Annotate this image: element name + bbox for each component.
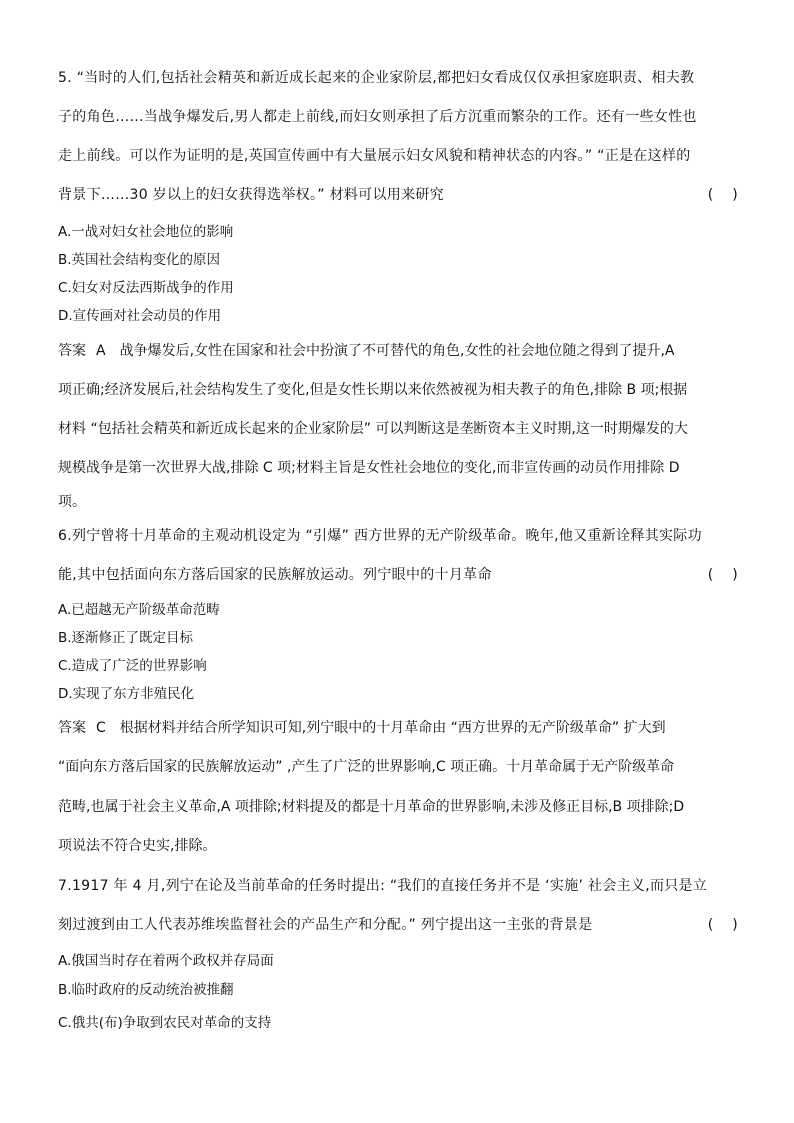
q5-option-d: D.宣传画对社会动员的作用	[58, 308, 222, 324]
q6-answer-line	[58, 718, 738, 738]
q7-option-c: C.俄共(布)争取到农民对革命的支持	[58, 1015, 272, 1031]
q6-stem-line-1: 6.列宁曾将十月革命的主观动机设定为 “引爆” 西方世界的无产阶级革命。晚年,他又重新诠释其实际功	[58, 528, 702, 544]
q6-answer-letter: C	[96, 720, 106, 736]
q6-answer-paren: ( )	[707, 567, 738, 583]
q6-stem-text: 能,其中包括面向东方落后国家的民族解放运动。列宁眼中的十月革命	[58, 567, 492, 583]
q5-answer-line	[58, 341, 738, 361]
q5-explanation-line-4: 规模战争是第一次世界大战,排除 C 项;材料主旨是女性社会地位的变化,而非宣传画的动员作用排除 D	[58, 460, 680, 476]
q7-option-a: A.俄国当时存在着两个政权并存局面	[58, 953, 274, 969]
q7-stem-line-2	[58, 915, 738, 935]
q5-answer-paren: ( )	[707, 187, 738, 203]
q6-explanation-line-4: 项说法不符合史实,排除。	[58, 838, 217, 854]
q6-explanation-line-1: 根据材料并结合所学知识可知,列宁眼中的十月革命由 “西方世界的无产阶级革命” 扩大到	[119, 720, 666, 736]
q6-explanation-line-2: “面向东方落后国家的民族解放运动” ,产生了广泛的世界影响,C 项正确。十月革命属于无产阶级革命	[58, 759, 675, 775]
q6-option-a: A.已超越无产阶级革命范畴	[58, 602, 220, 618]
q5-stem-line-2: 子的角色……当战争爆发后,男人都走上前线,而妇女则承担了后方沉重而繁杂的工作。还有一些女性也	[58, 109, 697, 125]
q6-stem-line-2	[58, 565, 738, 585]
q7-stem-text: 刻过渡到由工人代表苏维埃监督社会的产品生产和分配。” 列宁提出这一主张的背景是	[58, 917, 593, 933]
q5-explanation-line-5: 项。	[58, 494, 86, 510]
q7-option-b: B.临时政府的反动统治被推翻	[58, 982, 234, 998]
q5-stem-line-1: 5. “当时的人们,包括社会精英和新近成长起来的企业家阶层,都把妇女看成仅仅承担家庭职责、相夫教	[58, 70, 695, 86]
q5-explanation-line-2: 项正确;经济发展后,社会结构发生了变化,但是女性长期以来依然被视为相夫教子的角色,排除 B 项;根据	[58, 382, 688, 398]
q6-option-d: D.实现了东方非殖民化	[58, 686, 195, 702]
q7-stem-line-1: 7.1917 年 4 月,列宁在论及当前革命的任务时提出: “我们的直接任务并不是 ‘实施’ 社会主义,而只是立	[58, 878, 708, 894]
q5-stem-text: 背景下……30 岁以上的妇女获得选举权。” 材料可以用来研究	[58, 187, 444, 203]
q5-stem-line-3: 走上前线。可以作为证明的是,英国宣传画中有大量展示妇女风貌和精神状态的内容。” “正是在这样的	[58, 148, 691, 164]
q6-option-b: B.逐渐修正了既定目标	[58, 630, 194, 646]
q5-explanation-line-3: 材料 “包括社会精英和新近成长起来的企业家阶层” 可以判断这是垄断资本主义时期,这一时期爆发的大	[58, 421, 688, 437]
q5-option-b: B.英国社会结构变化的原因	[58, 252, 221, 268]
q5-option-c: C.妇女对反法西斯战争的作用	[58, 280, 234, 296]
q5-option-a: A.一战对妇女社会地位的影响	[58, 224, 234, 240]
q6-explanation-line-3: 范畴,也属于社会主义革命,A 项排除;材料提及的都是十月革命的世界影响,未涉及修正目标,B 项排除;D	[58, 799, 685, 815]
q5-answer-letter: A	[96, 343, 106, 359]
q6-answer-label: 答案	[58, 720, 86, 736]
q6-option-c: C.造成了广泛的世界影响	[58, 658, 207, 674]
q5-stem-line-4	[58, 185, 738, 205]
q7-answer-paren: ( )	[707, 917, 738, 933]
q5-answer-label: 答案	[58, 343, 86, 359]
q5-explanation-line-1: 战争爆发后,女性在国家和社会中扮演了不可替代的角色,女性的社会地位随之得到了提升,A	[119, 343, 675, 359]
